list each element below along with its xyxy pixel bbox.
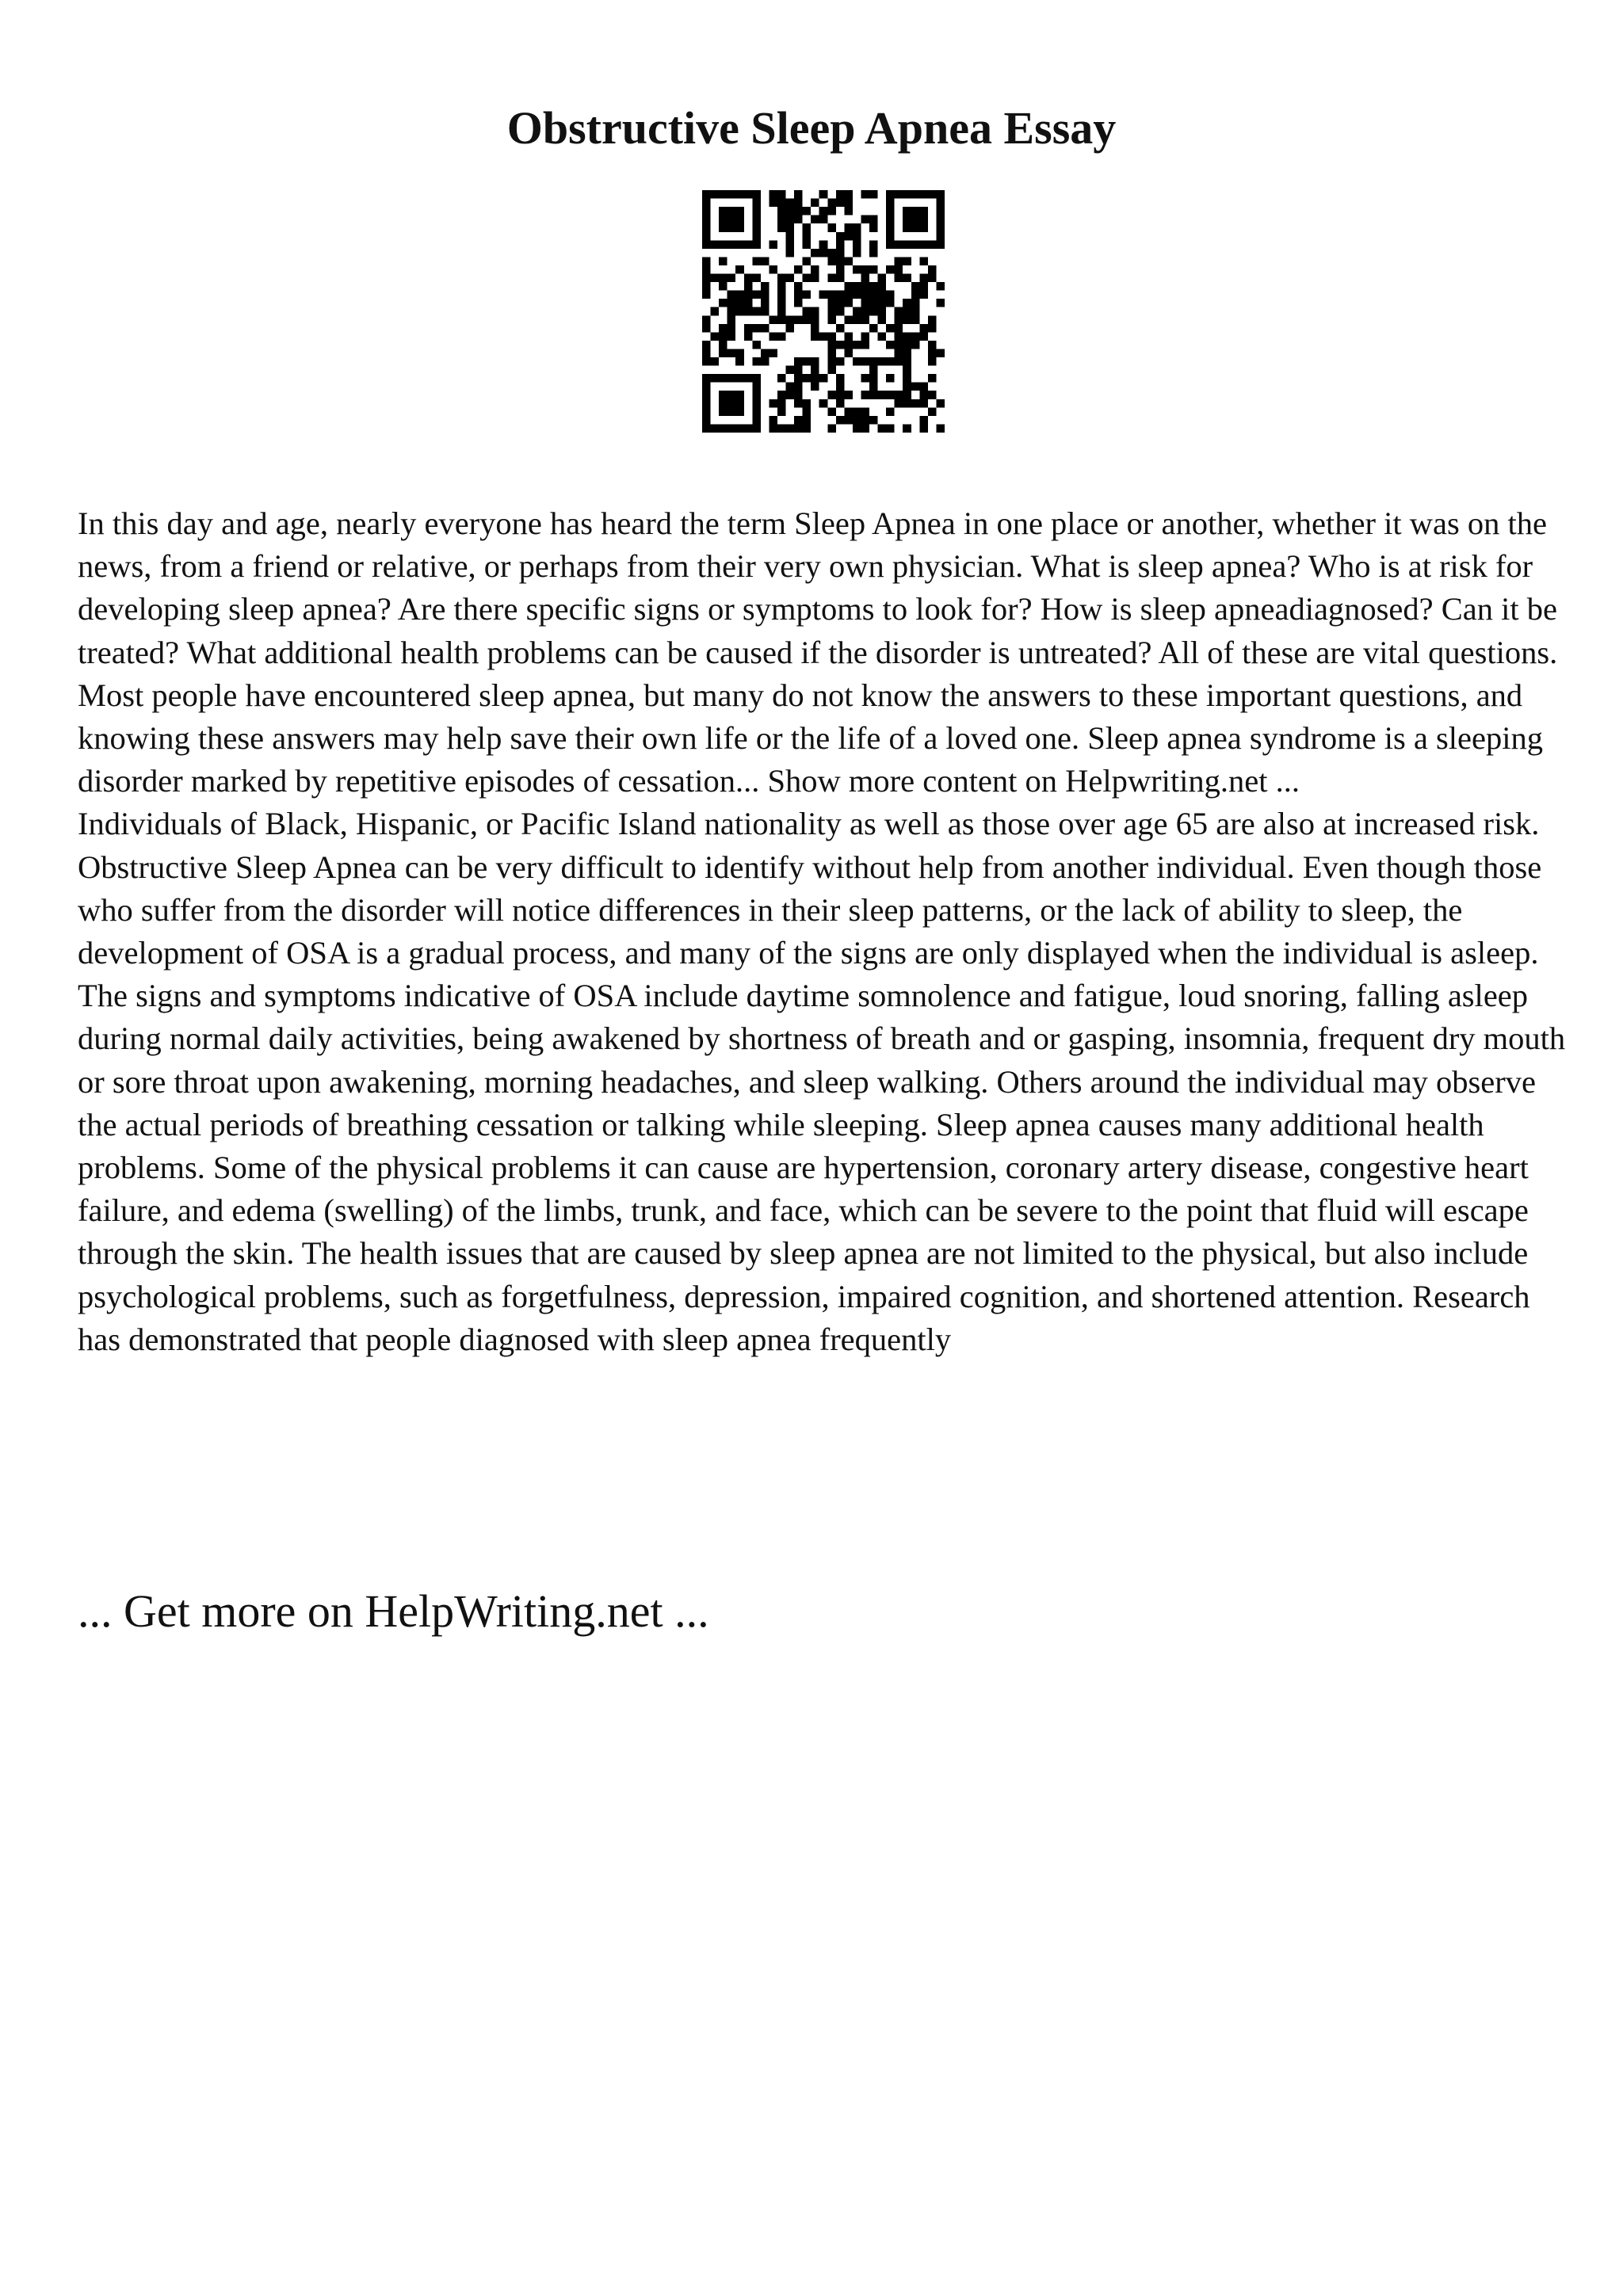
essay-paragraph: Individuals of Black, Hispanic, or Pacific Island nationality as well as those over age 65 are also at increased risk. Obstructive Sleep Apnea can be very difficult to identify without help from another individual. Even though those who suffer from the disorder will notice differences in their sleep patterns, or the lack of ability to sleep, the development of OSA is a gradual process, and many of the signs are only displayed when the individual is asleep. The signs and symptoms indicative of OSA include daytime somnolence and fatigue, loud snoring, falling asleep during normal daily activities, being awakened by shortness of breath and or gasping, insomnia, frequent dry mouth or sore throat upon awakening, morning headaches, and sleep walking. Others around the individual may observe the actual periods of breathing cessation or talking while sleeping. Sleep apnea causes many additional health problems. Some of the physical problems it can cause are hypertension, coronary artery disease, congestive heart failure, and edema (swelling) of the limbs, trunk, and face, which can be severe to the point that fluid will escape through the skin. The health issues that are caused by sleep apnea are not limited to the physical, but also include psychological problems, such as forgetfulness, depression, impaired cognition, and shortened attention. Research has demonstrated that people diagnosed with sleep apnea frequently <box>78 806 1566 1357</box>
page-title: Obstructive Sleep Apnea Essay <box>506 102 1117 154</box>
qr-code-icon <box>702 190 945 433</box>
get-more-link[interactable]: ... Get more on HelpWriting.net ... <box>78 1585 709 1637</box>
essay-body <box>78 502 1568 1361</box>
essay-paragraph: In this day and age, nearly everyone has heard the term Sleep Apnea in one place or another, whether it was on the news, from a friend or relative, or perhaps from their very own physician. What is sleep apnea? Who is at risk for developing sleep apnea? Are there specific signs or symptoms to look for? How is sleep apneadiagnosed? Can it be treated? What additional health problems can be caused if the disorder is untreated? All of these are vital questions. Most people have encountered sleep apnea, but many do not know the answers to these important questions, and knowing these answers may help save their own life or the life of a loved one. Sleep apnea syndrome is a sleeping disorder marked by repetitive episodes of cessation... Show more content on Helpwriting.net ... <box>78 505 1558 799</box>
